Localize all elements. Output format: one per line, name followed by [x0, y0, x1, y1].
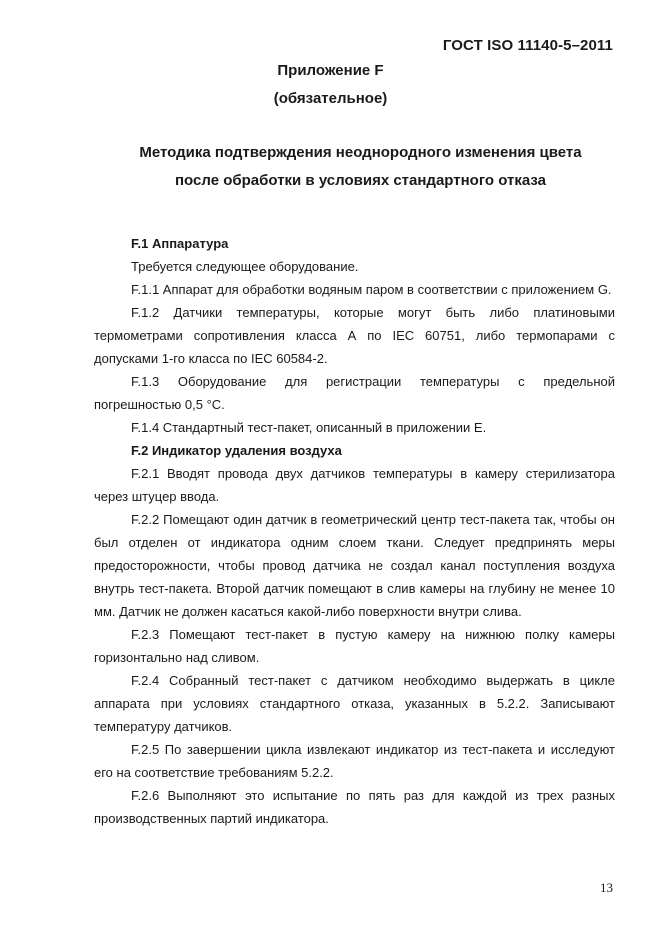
method-title-line-2: после обработки в условиях стандартного отказа — [175, 172, 546, 189]
section-heading: F.1 Аппаратура — [131, 236, 229, 251]
standard-designation: ГОСТ ISO 11140-5–2011 — [442, 37, 613, 54]
paragraph: F.1.1 Аппарат для обработки водяным паром в соответствии с приложением G. — [131, 282, 612, 297]
paragraph: F.1.2 Датчики температуры, которые могут быть либо платиновыми термометрами сопротивления класса А по IEC 60751, либо термопарами с допусками 1-го класса по IEC 60584-2. — [94, 305, 615, 366]
appendix-status: (обязательное) — [273, 90, 388, 107]
paragraph: F.1.3 Оборудование для регистрации температуры с предельной погрешностью 0,5 °C. — [94, 374, 615, 412]
method-title-line-1: Методика подтверждения неоднородного изменения цвета — [139, 144, 582, 161]
document-body — [94, 232, 615, 830]
paragraph: F.1.4 Стандартный тест-пакет, описанный в приложении Е. — [131, 420, 487, 435]
paragraph: F.2.3 Помещают тест-пакет в пустую камеру на нижнюю полку камеры горизонтально над сливом. — [94, 627, 615, 665]
paragraph: F.2.4 Собранный тест-пакет с датчиком необходимо выдержать в цикле аппарата при условиях стандартного отказа, указанных в 5.2.2. Записывают температуру датчиков. — [94, 673, 615, 734]
appendix-title: Приложение F — [277, 62, 384, 79]
paragraph: Требуется следующее оборудование. — [131, 259, 359, 274]
page-number: 13 — [600, 880, 613, 895]
paragraph: F.2.6 Выполняют это испытание по пять раз для каждой из трех разных производственных партий индикатора. — [94, 788, 615, 826]
paragraph: F.2.5 По завершении цикла извлекают индикатор из тест-пакета и исследуют его на соответствие требованиям 5.2.2. — [94, 742, 615, 780]
paragraph: F.2.1 Вводят провода двух датчиков температуры в камеру стерилизатора через штуцер ввода. — [94, 466, 615, 504]
paragraph: F.2.2 Помещают один датчик в геометрический центр тест-пакета так, чтобы он был отделен от индикатора одним слоем ткани. Следует предпринять меры предосторожности, чтобы провод датчика не создал канал поступления воздуха внутрь тест-пакета. Второй датчик помещают в слив камеры на глубину не менее 10 мм. Датчик не должен касаться какой-либо поверхности внутри слива. — [94, 512, 615, 619]
section-heading: F.2 Индикатор удаления воздуха — [131, 443, 342, 458]
